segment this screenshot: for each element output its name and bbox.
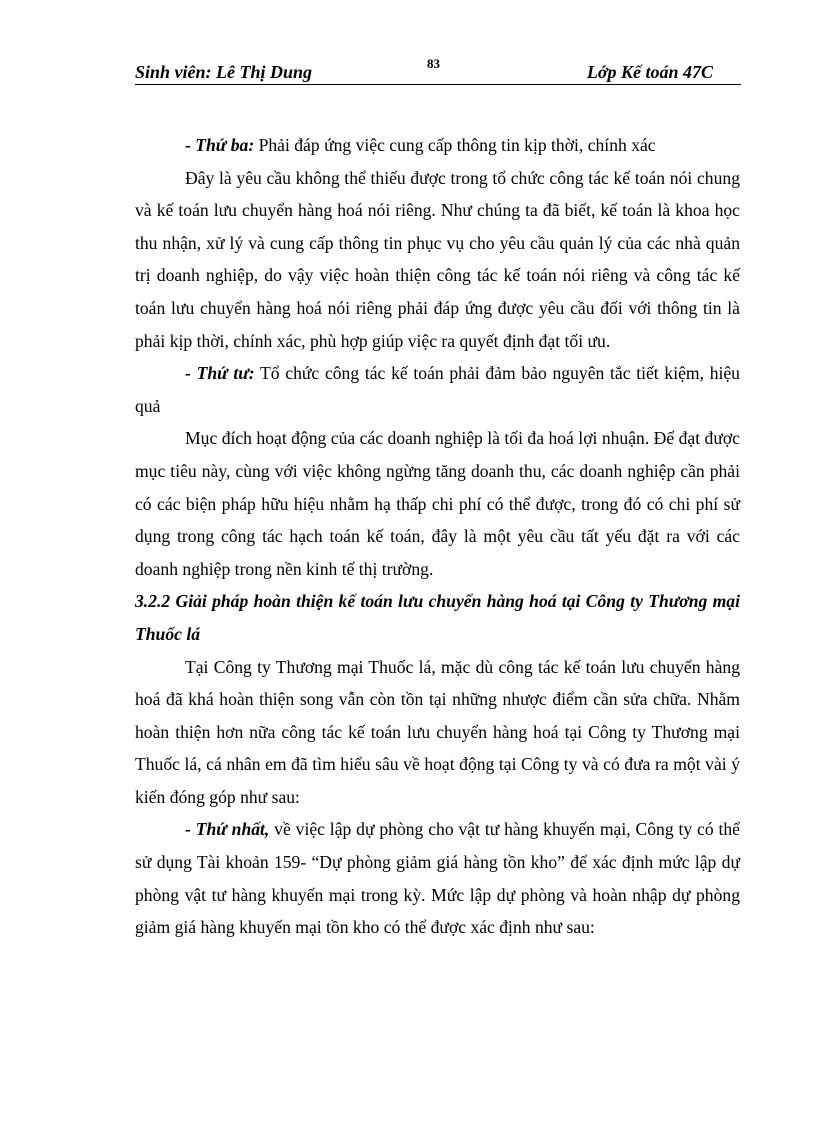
paragraph-first-solution <box>135 813 740 943</box>
student-name: Sinh viên: Lê Thị Dung <box>135 62 313 82</box>
paragraph-text: Phải đáp ứng việc cung cấp thông tin kịp thời, chính xác <box>254 135 656 155</box>
section-heading: 3.2.2 Giải pháp hoàn thiện kế toán lưu chuyển hàng hoá tại Công ty Thương mại Thuốc lá <box>135 591 740 644</box>
paragraph-third-requirement <box>135 129 740 162</box>
document-body <box>135 129 740 944</box>
paragraph-text: Tổ chức công tác kế toán phải đảm bảo nguyên tắc tiết kiệm, hiệu quả <box>135 363 740 416</box>
paragraph-third-explanation: Đây là yêu cầu không thể thiếu được trong tổ chức công tác kế toán nói chung và kế toán lưu chuyển hàng hoá nói riêng. Như chúng ta đã biết, kế toán là khoa học thu nhận, xử lý và cung cấp thông tin phục vụ cho yêu cầu quản lý của các nhà quản trị doanh nghiệp, do vậy việc hoàn thiện công tác kế toán nói riêng và công tác kế toán lưu chuyển hàng hoá nói riêng phải đáp ứng được yêu cầu đối với thông tin là phải kịp thời, chính xác, phù hợp giúp việc ra quyết định đạt tối ưu. <box>135 167 740 351</box>
paragraph-label: - Thứ ba: <box>185 135 255 155</box>
paragraph-section-intro: Tại Công ty Thương mại Thuốc lá, mặc dù công tác kế toán lưu chuyển hàng hoá đã khá hoàn thiện song vẫn còn tồn tại những nhược điểm cần sửa chữa. Nhằm hoàn thiện hơn nữa công tác kế toán lưu chuyển hàng hoá tại Công ty Thương mại Thuốc lá, cá nhân em đã tìm hiểu sâu về hoạt động tại Công ty và có đưa ra một vài ý kiến đóng góp như sau: <box>135 656 740 807</box>
page-number: 83 <box>427 56 440 71</box>
paragraph-text: về việc lập dự phòng cho vật tư hàng khuyến mại, Công ty có thể sử dụng Tài khoản 159- “Dự phòng giảm giá hàng tồn kho” để xác định mức lập dự phòng vật tư hàng khuyến mại trong kỳ. Mức lập dự phòng và hoàn nhập dự phòng giảm giá hàng khuyến mại tồn kho có thể được xác định như sau: <box>135 819 740 938</box>
class-name: Lớp Kế toán 47C <box>586 62 713 82</box>
paragraph-fourth-explanation: Mục đích hoạt động của các doanh nghiệp là tối đa hoá lợi nhuận. Để đạt được mục tiêu này, cùng với việc không ngừng tăng doanh thu, các doanh nghiệp cần phải có các biện pháp hữu hiệu nhằm hạ thấp chi phí có thể được, trong đó có chi phí sử dụng trong công tác hạch toán kế toán, đây là một yêu cầu tất yếu đặt ra với các doanh nghiệp trong nền kinh tế thị trường. <box>135 428 740 579</box>
paragraph-label: - Thứ nhất, <box>185 819 270 840</box>
paragraph-fourth-requirement <box>135 357 740 422</box>
page-header <box>135 58 741 85</box>
paragraph-label: - Thứ tư: <box>185 363 255 384</box>
